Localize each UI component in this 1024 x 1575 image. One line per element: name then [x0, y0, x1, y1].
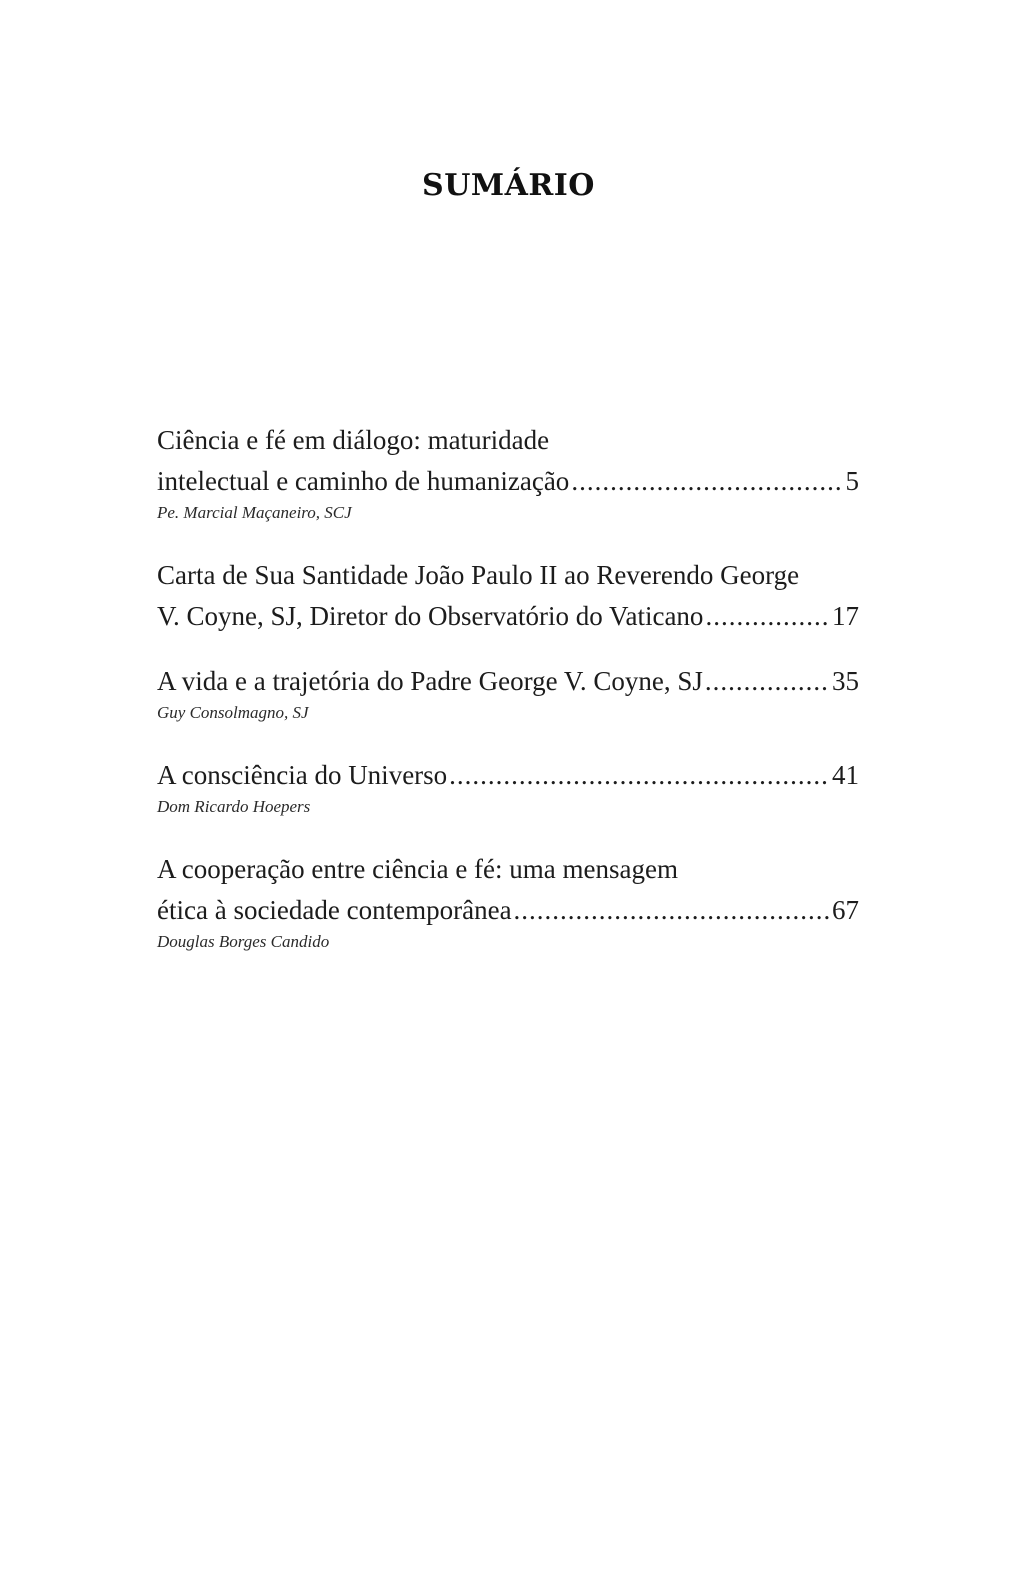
toc-entry-title-line: A cooperação entre ciência e fé: uma mensagem	[157, 854, 678, 884]
toc-entry-title-last-line	[157, 596, 859, 637]
toc-entry[interactable]	[157, 555, 859, 637]
toc-entry-author: Douglas Borges Candido	[157, 932, 330, 951]
toc-entry-author: Guy Consolmagno, SJ	[157, 703, 309, 722]
toc-page-number: 17	[832, 601, 859, 631]
toc-entry-author: Dom Ricardo Hoepers	[157, 797, 311, 816]
toc-entry[interactable]	[157, 849, 859, 953]
toc-entry-title-text: A vida e a trajetória do Padre George V. Coyne, SJ	[157, 666, 703, 696]
toc-entry-title-last-line	[157, 661, 859, 702]
toc-page-number: 41	[832, 760, 859, 790]
toc-entry-title-text: V. Coyne, SJ, Diretor do Observatório do Vaticano	[157, 601, 704, 631]
toc-page-number: 35	[832, 666, 859, 696]
dot-leader	[705, 661, 830, 702]
toc-entry-title-last-line	[157, 890, 859, 931]
toc-page-number: 5	[845, 466, 859, 496]
toc-entry-title-last-line	[157, 755, 859, 796]
dot-leader	[449, 755, 830, 796]
dot-leader	[705, 596, 830, 637]
toc-entry-title-line: Ciência e fé em diálogo: maturidade	[157, 425, 550, 455]
toc-entry-title-last-line	[157, 461, 859, 502]
toc-entry-author: Pe. Marcial Maçaneiro, SCJ	[157, 503, 352, 522]
dot-leader	[514, 890, 830, 931]
dot-leader	[571, 461, 843, 502]
toc-entry-title-text: A consciência do Universo	[157, 760, 448, 790]
toc-entry-title-text: ética à sociedade contemporânea	[157, 895, 512, 925]
toc-entry-title-text: intelectual e caminho de humanização	[157, 466, 570, 496]
toc-entry-title-line: Carta de Sua Santidade João Paulo II ao Reverendo George	[157, 560, 800, 590]
toc-entry[interactable]	[157, 661, 859, 724]
toc-entry[interactable]	[157, 420, 859, 524]
toc-entry[interactable]	[157, 755, 859, 818]
toc-page-number: 67	[832, 895, 859, 925]
page-title: SUMÁRIO	[422, 168, 595, 203]
